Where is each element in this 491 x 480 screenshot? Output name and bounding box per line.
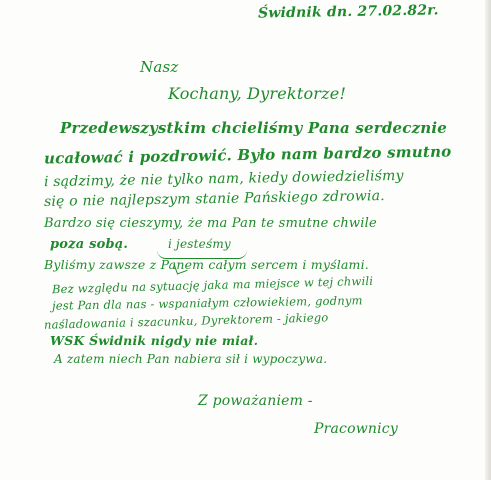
body-line-11: WSK Świdnik nigdy nie miał. xyxy=(50,333,259,348)
body-line-1: Przedewszystkim chcieliśmy Pana serdecznie xyxy=(60,119,448,137)
body-line-7: Byliśmy zawsze z Panem całym sercem i myślami. xyxy=(44,257,369,272)
body-line-4: się o nie najlepszym stanie Pańskiego zdrowia. xyxy=(43,188,385,210)
inserted-phrase: i jesteśmy xyxy=(168,237,231,251)
body-line-10: naśladowania i szacunku, Dyrektorem - jakiego xyxy=(43,310,329,332)
body-line-5: Bardzo się cieszymy, że ma Pan te smutne chwile xyxy=(44,216,377,231)
body-line-9: jest Pan dla nas - wspaniałym człowiekiem, godnym xyxy=(51,293,363,313)
salutation-top: Nasz xyxy=(140,58,179,76)
body-line-3: i sądzimy, że nie tylko nam, kiedy dowiedzieliśmy xyxy=(43,167,404,191)
body-line-8: Bez względu na sytuację jaka ma miejsce w tej chwili xyxy=(51,273,374,297)
body-line-6: poza sobą. xyxy=(50,237,129,252)
signature: Pracownicy xyxy=(314,421,398,437)
closing: Z poważaniem - xyxy=(198,393,313,409)
body-line-2: ucałować i pozdrowić. Było nam bardzo smutno xyxy=(43,142,452,168)
date-line: Świdnik dn. 27.02.82r. xyxy=(257,2,439,22)
paper-edge xyxy=(485,0,491,480)
salutation-main: Kochany, Dyrektorze! xyxy=(168,84,347,103)
body-line-12: A zatem niech Pan nabiera sił i wypoczywa. xyxy=(54,352,328,366)
